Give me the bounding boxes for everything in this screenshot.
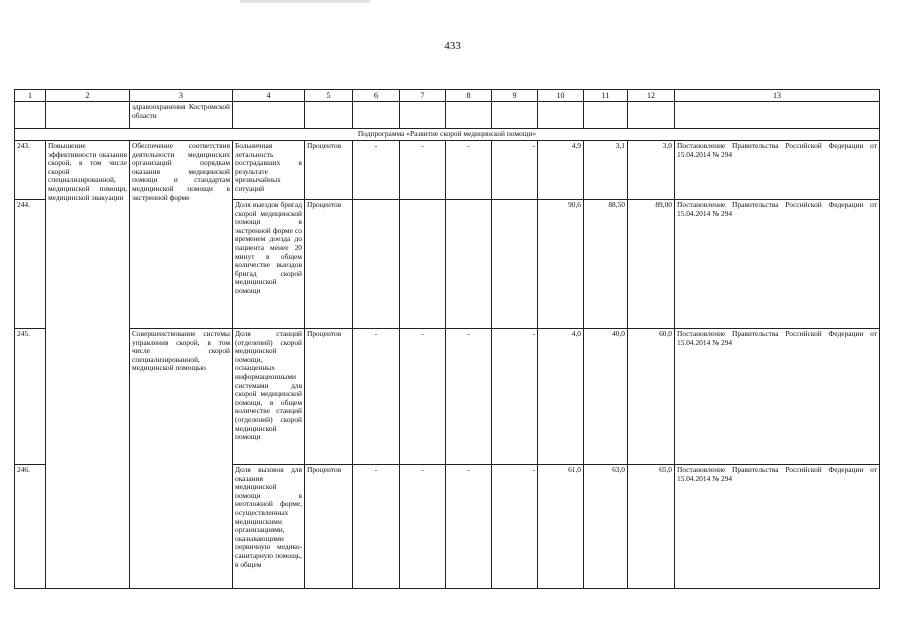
scan-artifact xyxy=(240,0,370,3)
table-row xyxy=(15,329,880,465)
row-number: 244. xyxy=(15,200,46,329)
unit-cell: Процентов xyxy=(305,465,353,589)
unit-cell: Процентов xyxy=(305,200,353,329)
header-cell: 8 xyxy=(446,90,492,102)
document-cell: Постановление Правительства Российской Федерации от 15.04.2014 № 294 xyxy=(675,465,880,589)
value-cell: - xyxy=(400,465,446,589)
unit-cell: Процентов xyxy=(305,329,353,465)
value-cell: 3,1 xyxy=(584,141,628,200)
value-cell: 4,0 xyxy=(538,329,584,465)
header-cell: 12 xyxy=(628,90,675,102)
unit-cell: Процентов xyxy=(305,141,353,200)
value-cell: - xyxy=(353,141,400,200)
header-cell: 10 xyxy=(538,90,584,102)
value-cell: 61,0 xyxy=(538,465,584,589)
row-number: 245. xyxy=(15,329,46,465)
value-cell: 3,0 xyxy=(628,141,675,200)
value-cell: 63,0 xyxy=(584,465,628,589)
value-cell: 89,00 xyxy=(628,200,675,329)
value-cell: - xyxy=(492,465,538,589)
page-number: 433 xyxy=(444,40,461,52)
value-cell: 60,0 xyxy=(628,329,675,465)
header-cell: 5 xyxy=(305,90,353,102)
header-cell: 3 xyxy=(130,90,233,102)
indicator-cell: Доля вызовов для оказания медицинской помощи в неотложной форме, осуществленных медицинскими организациями, оказывающими первичную медико-санитарную помощь, в общем xyxy=(233,465,305,589)
indicator-cell: Доля станций (отделений) скорой медицинской помощи, оснащенных информационными системами для скорой медицинской помощи, в общем количестве станций (отделений) скорой медицинской помощи xyxy=(233,329,305,465)
document-cell: Постановление Правительства Российской Федерации от 15.04.2014 № 294 xyxy=(675,329,880,465)
row-number: 246. xyxy=(15,465,46,589)
header-row xyxy=(15,90,880,102)
value-cell: 4,9 xyxy=(538,141,584,200)
header-cell: 11 xyxy=(584,90,628,102)
task-cell: Совершенствование системы управления скорой, в том числе скорой специализированной, медицинской помощью xyxy=(130,329,233,589)
subprogram-title: Подпрограмма «Развитие скорой медицинской помощи» xyxy=(15,129,880,141)
document-cell: Постановление Правительства Российской Федерации от 15.04.2014 № 294 xyxy=(675,141,880,200)
header-cell: 1 xyxy=(15,90,46,102)
value-cell: 90,6 xyxy=(538,200,584,329)
table-row xyxy=(15,141,880,200)
continuation-row xyxy=(15,102,880,129)
document-cell: Постановление Правительства Российской Федерации от 15.04.2014 № 294 xyxy=(675,200,880,329)
subprogram-row xyxy=(15,129,880,141)
header-cell: 9 xyxy=(492,90,538,102)
row-number: 243. xyxy=(15,141,46,200)
value-cell: - xyxy=(446,465,492,589)
indicators-table xyxy=(14,89,880,589)
indicator-cell: Доля выездов бригад скорой медицинской помощи в экстренной форме со временем доезда до пациента менее 20 минут в общем количестве выездов бригад скорой медицинской помощи xyxy=(233,200,305,329)
value-cell: - xyxy=(446,329,492,465)
value-cell: 40,0 xyxy=(584,329,628,465)
value-cell: - xyxy=(492,329,538,465)
header-cell: 4 xyxy=(233,90,305,102)
value-cell: - xyxy=(353,465,400,589)
header-cell: 7 xyxy=(400,90,446,102)
task-cell: Обеспечение соответствия деятельности медицинских организаций порядкам оказания медицинской помощи и стандартам медицинской помощи в экстренной форме xyxy=(130,141,233,329)
header-cell: 2 xyxy=(46,90,130,102)
value-cell: 65,0 xyxy=(628,465,675,589)
value-cell: - xyxy=(353,329,400,465)
goal-cell: Повышение эффективности оказания скорой, в том числе скорой специализированной, медицинской помощи, медицинской эвакуации xyxy=(46,141,130,589)
value-cell: - xyxy=(400,329,446,465)
header-cell: 13 xyxy=(675,90,880,102)
value-cell: 88,50 xyxy=(584,200,628,329)
continuation-text: здравоохранения Костромской области xyxy=(130,102,233,129)
header-cell: 6 xyxy=(353,90,400,102)
value-cell: - xyxy=(446,141,492,200)
indicator-cell: Больничная летальность пострадавших в результате чрезвычайных ситуаций xyxy=(233,141,305,200)
value-cell: - xyxy=(492,141,538,200)
value-cell: - xyxy=(400,141,446,200)
